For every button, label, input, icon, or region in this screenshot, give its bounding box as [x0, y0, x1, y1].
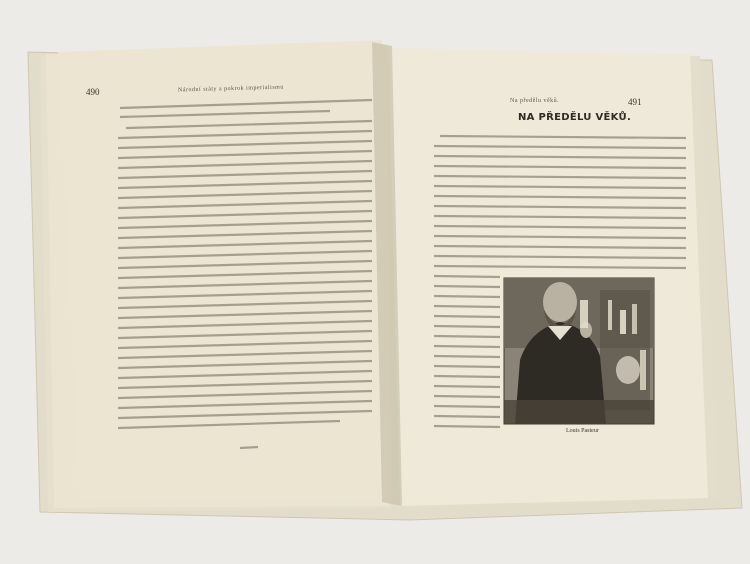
figure-caption: Louis Pasteur	[566, 428, 599, 434]
left-running-header: Národní státy a pokrok imperialismu	[177, 84, 284, 94]
right-running-header: Na předělu věků.	[510, 98, 560, 104]
louis-pasteur-illustration	[504, 278, 654, 424]
right-page-number: 491	[628, 97, 642, 107]
left-page-number: 490	[86, 87, 100, 97]
chapter-title: NA PŘEDĚLU VĚKŮ.	[518, 112, 632, 123]
